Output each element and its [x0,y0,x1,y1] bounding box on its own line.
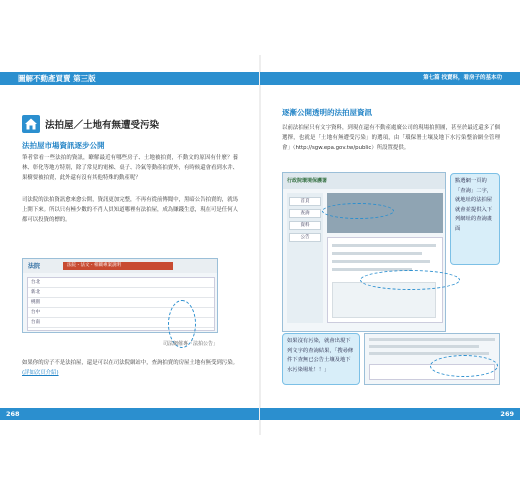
left-footer-bar [0,408,260,420]
left-page-number: 268 [6,410,20,418]
epa-menu-item[interactable]: 公告 [289,233,321,242]
court-banner: 法院・法文・相關專案說明 [63,262,173,270]
left-paragraph-2: 司法院的法拍資訊愈來愈公開，資訊更加完整，不再有從前傳聞中，黑暗公告拍賣的，就馬上開下來。所以只有極少數的不肖人員知道哪裡有法拍屋，成為賺錢生意，現在可是任何人都可以投資的標的。 [22,197,238,223]
left-header-bar [0,72,260,85]
epa-side-menu [287,193,323,323]
see-next-page-link[interactable]: (詳如次頁介紹) [22,370,59,376]
right-paragraph-1: 以前法拍屋只有文字資料，到現在還有不動產處廣公司的現場拍照圖，甚至於最近還多了個選擇，也就是「土地有無遭受污染」的選項，由「環保署土壤及地下水污染整治網全管理會」（http://sgw.epa.gov.tw/public）所設置提供。 [282,125,500,151]
right-page [260,55,520,435]
section-heading [22,115,159,133]
left-paragraph-1: 筆者常看一些法拍的資訊，瞭解最近有哪些房子、土地被拍賣，不動文的原因有什麼？養林、彰化等地方特別，除了常見的電梯、桌子、冷氣等動產拍賣外，有時候還會看到水井、果樹要被拍賣，此外還有沒有其他特殊的動產呢？ [22,155,238,181]
court-table-row: 台南 [28,318,214,328]
right-footer-bar [260,408,520,420]
left-paragraph-3: 如果你的房子不是法拍屋，還是可以在司法院網站中，查詢拍賣的房屋土地有無受到污染。(詳如次頁介紹) [22,360,238,376]
epa-logo: 行政院環境保護署 [287,178,328,184]
highlight-circle-query [322,203,394,219]
epa-menu-item[interactable]: 查詢 [289,209,321,218]
callout-note-result: 如果沒有污染，就會出現下列文字的查詢結果，「搜尋條件下查無已公告土壤及地下水污染場址！！」 [282,333,360,385]
epa-menu-item[interactable]: 資料 [289,221,321,230]
left-page [0,55,260,435]
highlight-circle-bottom [430,355,498,377]
right-page-number: 269 [500,410,514,418]
court-table-row: 桃園 [28,298,214,308]
screenshot-caption: 司法網催專「法拍公告」 [162,341,218,347]
section-title: 法拍屋／土地有無遭受污染 [45,120,160,131]
court-logo: 法院 [28,263,41,270]
epa-menu-item[interactable]: 首頁 [289,197,321,206]
house-icon [22,115,40,133]
court-table-row: 新北 [28,288,214,298]
book-spread [0,55,520,435]
highlight-circle-result [360,270,460,290]
court-table-row: 台北 [28,278,214,288]
chapter-header: 第七篇 找賣料，看房子的基本功 [423,75,502,81]
left-subhead: 法拍屋市場資訊逐步公開 [22,141,105,150]
right-subhead: 逐漸公開透明的法拍屋資訊 [282,108,372,117]
callout-note-query: 點選網一頁的「查詢」二字，就地址的法拍屋就會並提供入下列網址的查詢畫面 [450,173,500,265]
book-title-header: 圖解不動產買賣 第三版 [18,74,96,83]
court-table-row: 台中 [28,308,214,318]
epa-website-screenshot [282,172,446,332]
right-header-bar [260,72,520,85]
